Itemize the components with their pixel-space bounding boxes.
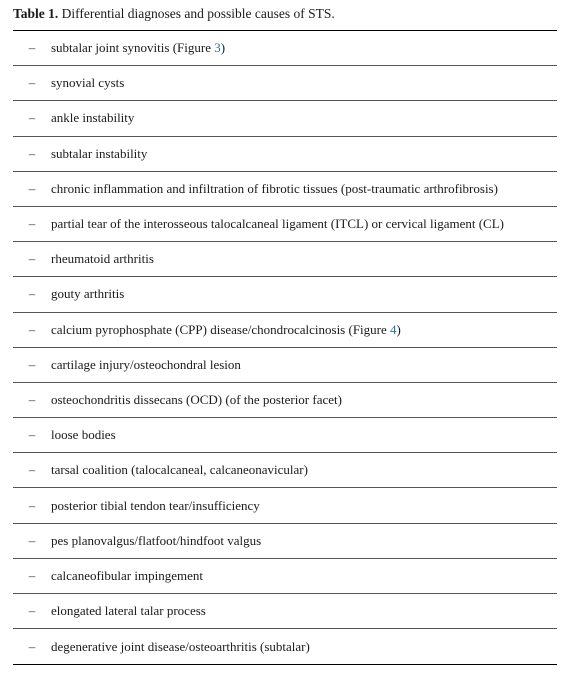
table-row: [13, 277, 557, 312]
row-text-main: loose bodies: [51, 427, 116, 443]
row-text: [51, 603, 206, 619]
row-text-main: posterior tibial tendon tear/insufficiency: [51, 497, 260, 513]
table-row: [13, 172, 557, 207]
row-text: [51, 181, 498, 197]
table-row: [13, 488, 557, 523]
table-row: [13, 383, 557, 418]
row-dash: –: [28, 40, 36, 56]
row-text-suffix: ): [220, 40, 226, 56]
table-caption-label: Table 1.: [13, 6, 59, 21]
row-text-main: pes planovalgus/flatfoot/hindfoot valgus: [51, 532, 262, 548]
row-text-main: subtalar instability: [51, 145, 148, 161]
row-text: [51, 216, 504, 232]
row-text: [51, 146, 147, 162]
row-text-main: degenerative joint disease/osteoarthritis (subtalar): [51, 638, 310, 654]
row-text-main: chronic inflammation and infiltration of fibrotic tissues (post-traumatic arthrofibrosis): [51, 180, 498, 196]
row-dash: –: [28, 638, 36, 654]
row-text: [51, 498, 260, 514]
row-dash: –: [28, 145, 36, 161]
row-text: [51, 639, 310, 655]
table-row: [13, 207, 557, 242]
table-row: [13, 594, 557, 629]
row-text-main: elongated lateral talar process: [51, 603, 206, 619]
row-dash: –: [28, 603, 36, 619]
table-caption: [13, 4, 335, 24]
row-dash: –: [28, 321, 36, 337]
table-row: [13, 31, 557, 66]
row-dash: –: [28, 391, 36, 407]
table-row: [13, 137, 557, 172]
row-dash: –: [28, 216, 36, 232]
row-dash: –: [28, 567, 36, 583]
row-dash: –: [28, 462, 36, 478]
row-dash: –: [28, 497, 36, 513]
row-text: [51, 427, 116, 443]
row-text: [51, 568, 203, 584]
row-text-main: partial tear of the interosseous talocalcaneal ligament (ITCL) or cervical ligament (CL): [51, 216, 505, 232]
row-text: [51, 110, 134, 126]
row-text: [51, 251, 154, 267]
row-dash: –: [28, 356, 36, 372]
table-row: [13, 242, 557, 277]
row-text-main: subtalar joint synovitis (Figure: [51, 40, 215, 56]
row-text-main: ankle instability: [51, 110, 135, 126]
row-text-main: cartilage injury/osteochondral lesion: [51, 356, 241, 372]
row-text-suffix: ): [396, 321, 401, 337]
row-text: [51, 322, 401, 338]
row-dash: –: [28, 427, 36, 443]
row-text: [51, 533, 261, 549]
row-text: [51, 462, 308, 478]
row-text: [51, 357, 241, 373]
table-row: [13, 453, 557, 488]
row-dash: –: [28, 110, 36, 126]
row-dash: –: [28, 75, 36, 91]
table-row: [13, 418, 557, 453]
row-text-main: gouty arthritis: [51, 286, 125, 302]
row-text-main: synovial cysts: [51, 75, 125, 91]
row-text: [51, 392, 342, 408]
row-text-main: calcaneofibular impingement: [51, 567, 203, 583]
row-dash: –: [28, 532, 36, 548]
table-row: [13, 313, 557, 348]
differential-diagnoses-table: [13, 30, 557, 665]
row-text-main: tarsal coalition (talocalcaneal, calcaneonavicular): [51, 462, 308, 478]
row-text-main: rheumatoid arthritis: [51, 251, 154, 267]
figure-reference-link[interactable]: 4: [390, 321, 397, 337]
table-caption-text: Differential diagnoses and possible causes of STS.: [61, 6, 335, 21]
row-dash: –: [28, 286, 36, 302]
table-row: [13, 524, 557, 559]
table-row: [13, 101, 557, 136]
row-text-main: calcium pyrophosphate (CPP) disease/chondrocalcinosis (Figure: [51, 321, 391, 337]
row-text: [51, 40, 225, 56]
row-text: [51, 75, 124, 91]
row-dash: –: [28, 180, 36, 196]
table-row: [13, 66, 557, 101]
table-row: [13, 348, 557, 383]
row-dash: –: [28, 251, 36, 267]
table-row: [13, 629, 557, 664]
figure-reference-link[interactable]: 3: [214, 40, 221, 56]
row-text: [51, 286, 124, 302]
table-row: [13, 559, 557, 594]
row-text-main: osteochondritis dissecans (OCD) (of the posterior facet): [51, 391, 342, 407]
